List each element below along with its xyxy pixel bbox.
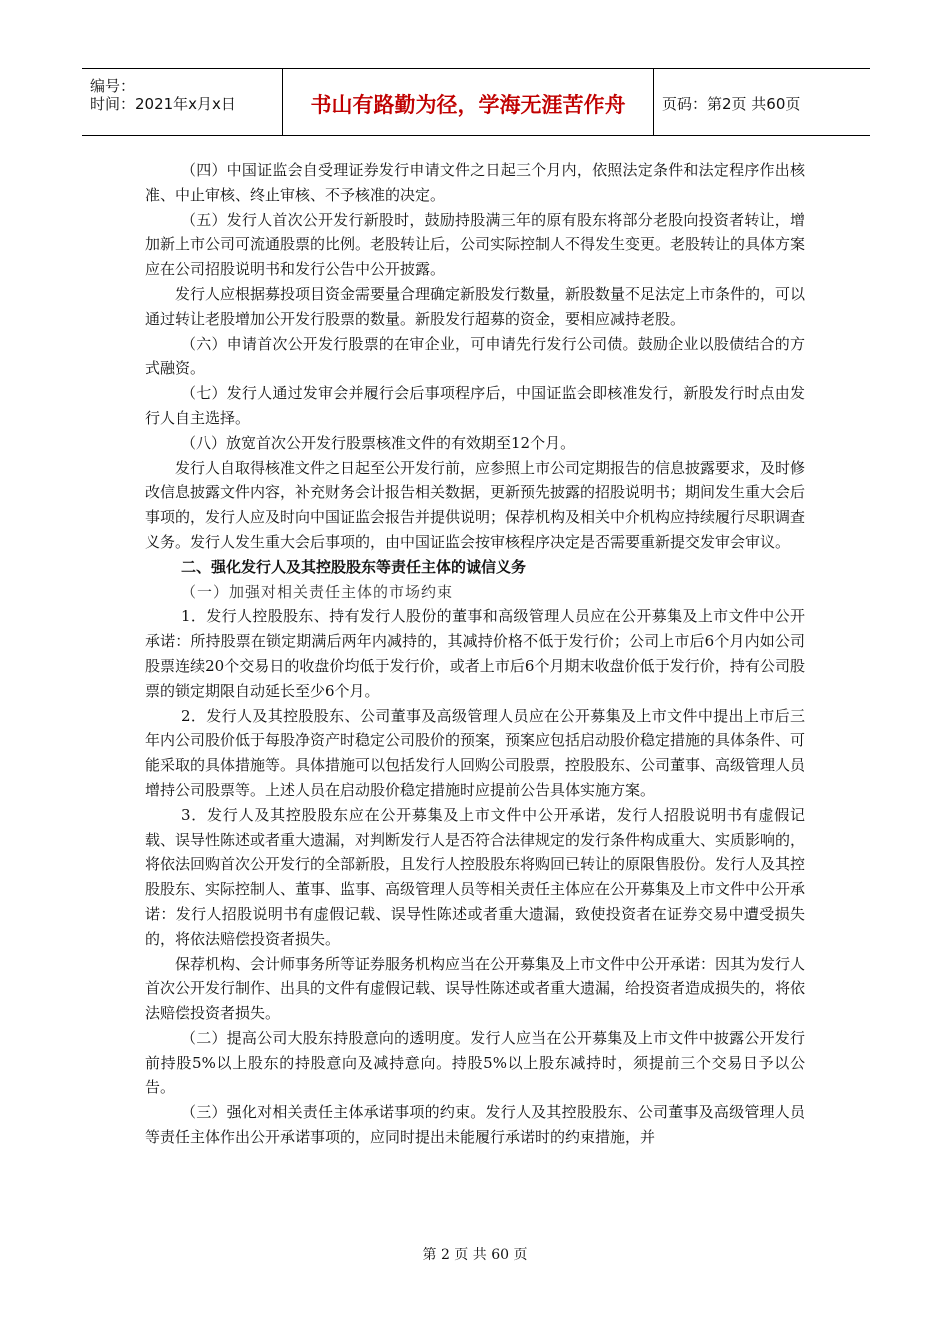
paragraph-7: （七）发行人通过发审会并履行会后事项程序后，中国证监会即核准发行，新股发行时点由发行人自主选择。 bbox=[145, 384, 805, 427]
paragraph-4: （四）中国证监会自受理证券发行申请文件之日起三个月内，依照法定条件和法定程序作出核准、中止审核、终止审核、不予核准的决定。 bbox=[145, 161, 805, 204]
paragraph-5: （五）发行人首次公开发行新股时，鼓励持股满三年的原有股东将部分老股向投资者转让，增加新上市公司可流通股票的比例。老股转让后，公司实际控制人不得发生变更。老股转让的具体方案应在公司招股说明书和发行公告中公开披露。 bbox=[145, 210, 806, 279]
header-motto-cell bbox=[283, 69, 654, 135]
document-body bbox=[145, 158, 805, 1150]
item-2: 2．发行人及其控股股东、公司董事及高级管理人员应在公开募集及上市文件中提出上市后三年内公司股价低于每股净资产时稳定公司股价的预案，预案应包括启动股价稳定措施的具体条件、可能采取的具体措施等。具体措施可以包括发行人回购公司股票，控股股东、公司董事、高级管理人员增持公司股票等。上述人员在启动股价稳定措施时应提前公告具体实施方案。 bbox=[145, 706, 806, 799]
item-1: 1．发行人控股股东、持有发行人股份的董事和高级管理人员应在公开募集及上市文件中公开承诺：所持股票在锁定期满后两年内减持的，其减持价格不低于发行价；公司上市后6个月内如公司股票连续20个交易日的收盘价均低于发行价，或者上市后6个月期末收盘价低于发行价，持有公司股票的锁定期限自动延长至少6个月。 bbox=[145, 607, 805, 700]
header-motto: 书山有路勤为径，学海无涯苦作舟 bbox=[310, 93, 626, 117]
subsection-heading-1: （一）加强对相关责任主体的市场约束 bbox=[181, 582, 454, 601]
page-footer: 第 2 页 共 60 页 bbox=[422, 1247, 528, 1263]
header-meta-cell bbox=[82, 69, 283, 135]
header-page-code: 页码：第2页 共60页 bbox=[662, 95, 801, 113]
subsection-3: （三）强化对相关责任主体承诺事项的约束。发行人及其控股股东、公司董事及高级管理人员等责任主体作出公开承诺事项的，应同时提出未能履行承诺时的约束措施，并 bbox=[145, 1103, 805, 1147]
item-3-cont: 保荐机构、会计师事务所等证券服务机构应当在公开募集及上市文件中公开承诺：因其为发行人首次公开发行制作、出具的文件有虚假记载、误导性陈述或者重大遗漏，给投资者造成损失的，将依法赔偿投资者损失。 bbox=[145, 954, 806, 1023]
paragraph-8: （八）放宽首次公开发行股票核准文件的有效期至12个月。 bbox=[181, 433, 576, 452]
subsection-2: （二）提高公司大股东持股意向的透明度。发行人应当在公开募集及上市文件中披露公开发行前持股5%以上股东的持股意向及减持意向。持股5%以上股东减持时，须提前三个交易日予以公告。 bbox=[145, 1028, 805, 1097]
section-heading-2: 二、强化发行人及其控股股东等责任主体的诚信义务 bbox=[181, 557, 527, 576]
item-3: 3．发行人及其控股股东应在公开募集及上市文件中公开承诺，发行人招股说明书有虚假记载、误导性陈述或者重大遗漏，对判断发行人是否符合法律规定的发行条件构成重大、实质影响的，将依法回购首次公开发行的全部新股，且发行人控股股东将购回已转让的原限售股份。发行人及其控股股东、实际控制人、董事、监事、高级管理人员等相关责任主体应在公开募集及上市文件中公开承诺：发行人招股说明书有虚假记载、误导性陈述或者重大遗漏，致使投资者在证券交易中遭受损失的，将依法赔偿投资者损失。 bbox=[145, 805, 806, 948]
document-time-label: 时间：2021年x月x日 bbox=[90, 95, 236, 113]
header-page-cell bbox=[654, 69, 870, 135]
paragraph-8-cont: 发行人自取得核准文件之日起至公开发行前，应参照上市公司定期报告的信息披露要求，及时修改信息披露文件内容，补充财务会计报告相关数据，更新预先披露的招股说明书；期间发生重大会后事项的，发行人应及时向中国证监会报告并提供说明；保荐机构及相关中介机构应持续履行尽职调查义务。发行人发生重大会后事项的，由中国证监会按审核程序决定是否需要重新提交发审会审议。 bbox=[145, 458, 806, 551]
page-header bbox=[82, 68, 870, 136]
paragraph-6: （六）申请首次公开发行股票的在审企业，可申请先行发行公司债。鼓励企业以股债结合的方式融资。 bbox=[145, 334, 805, 378]
paragraph-5-cont: 发行人应根据募投项目资金需要量合理确定新股发行数量，新股数量不足法定上市条件的，可以通过转让老股增加公开发行股票的数量。新股发行超募的资金，要相应减持老股。 bbox=[145, 284, 806, 328]
document-number-label: 编号： bbox=[90, 77, 136, 95]
